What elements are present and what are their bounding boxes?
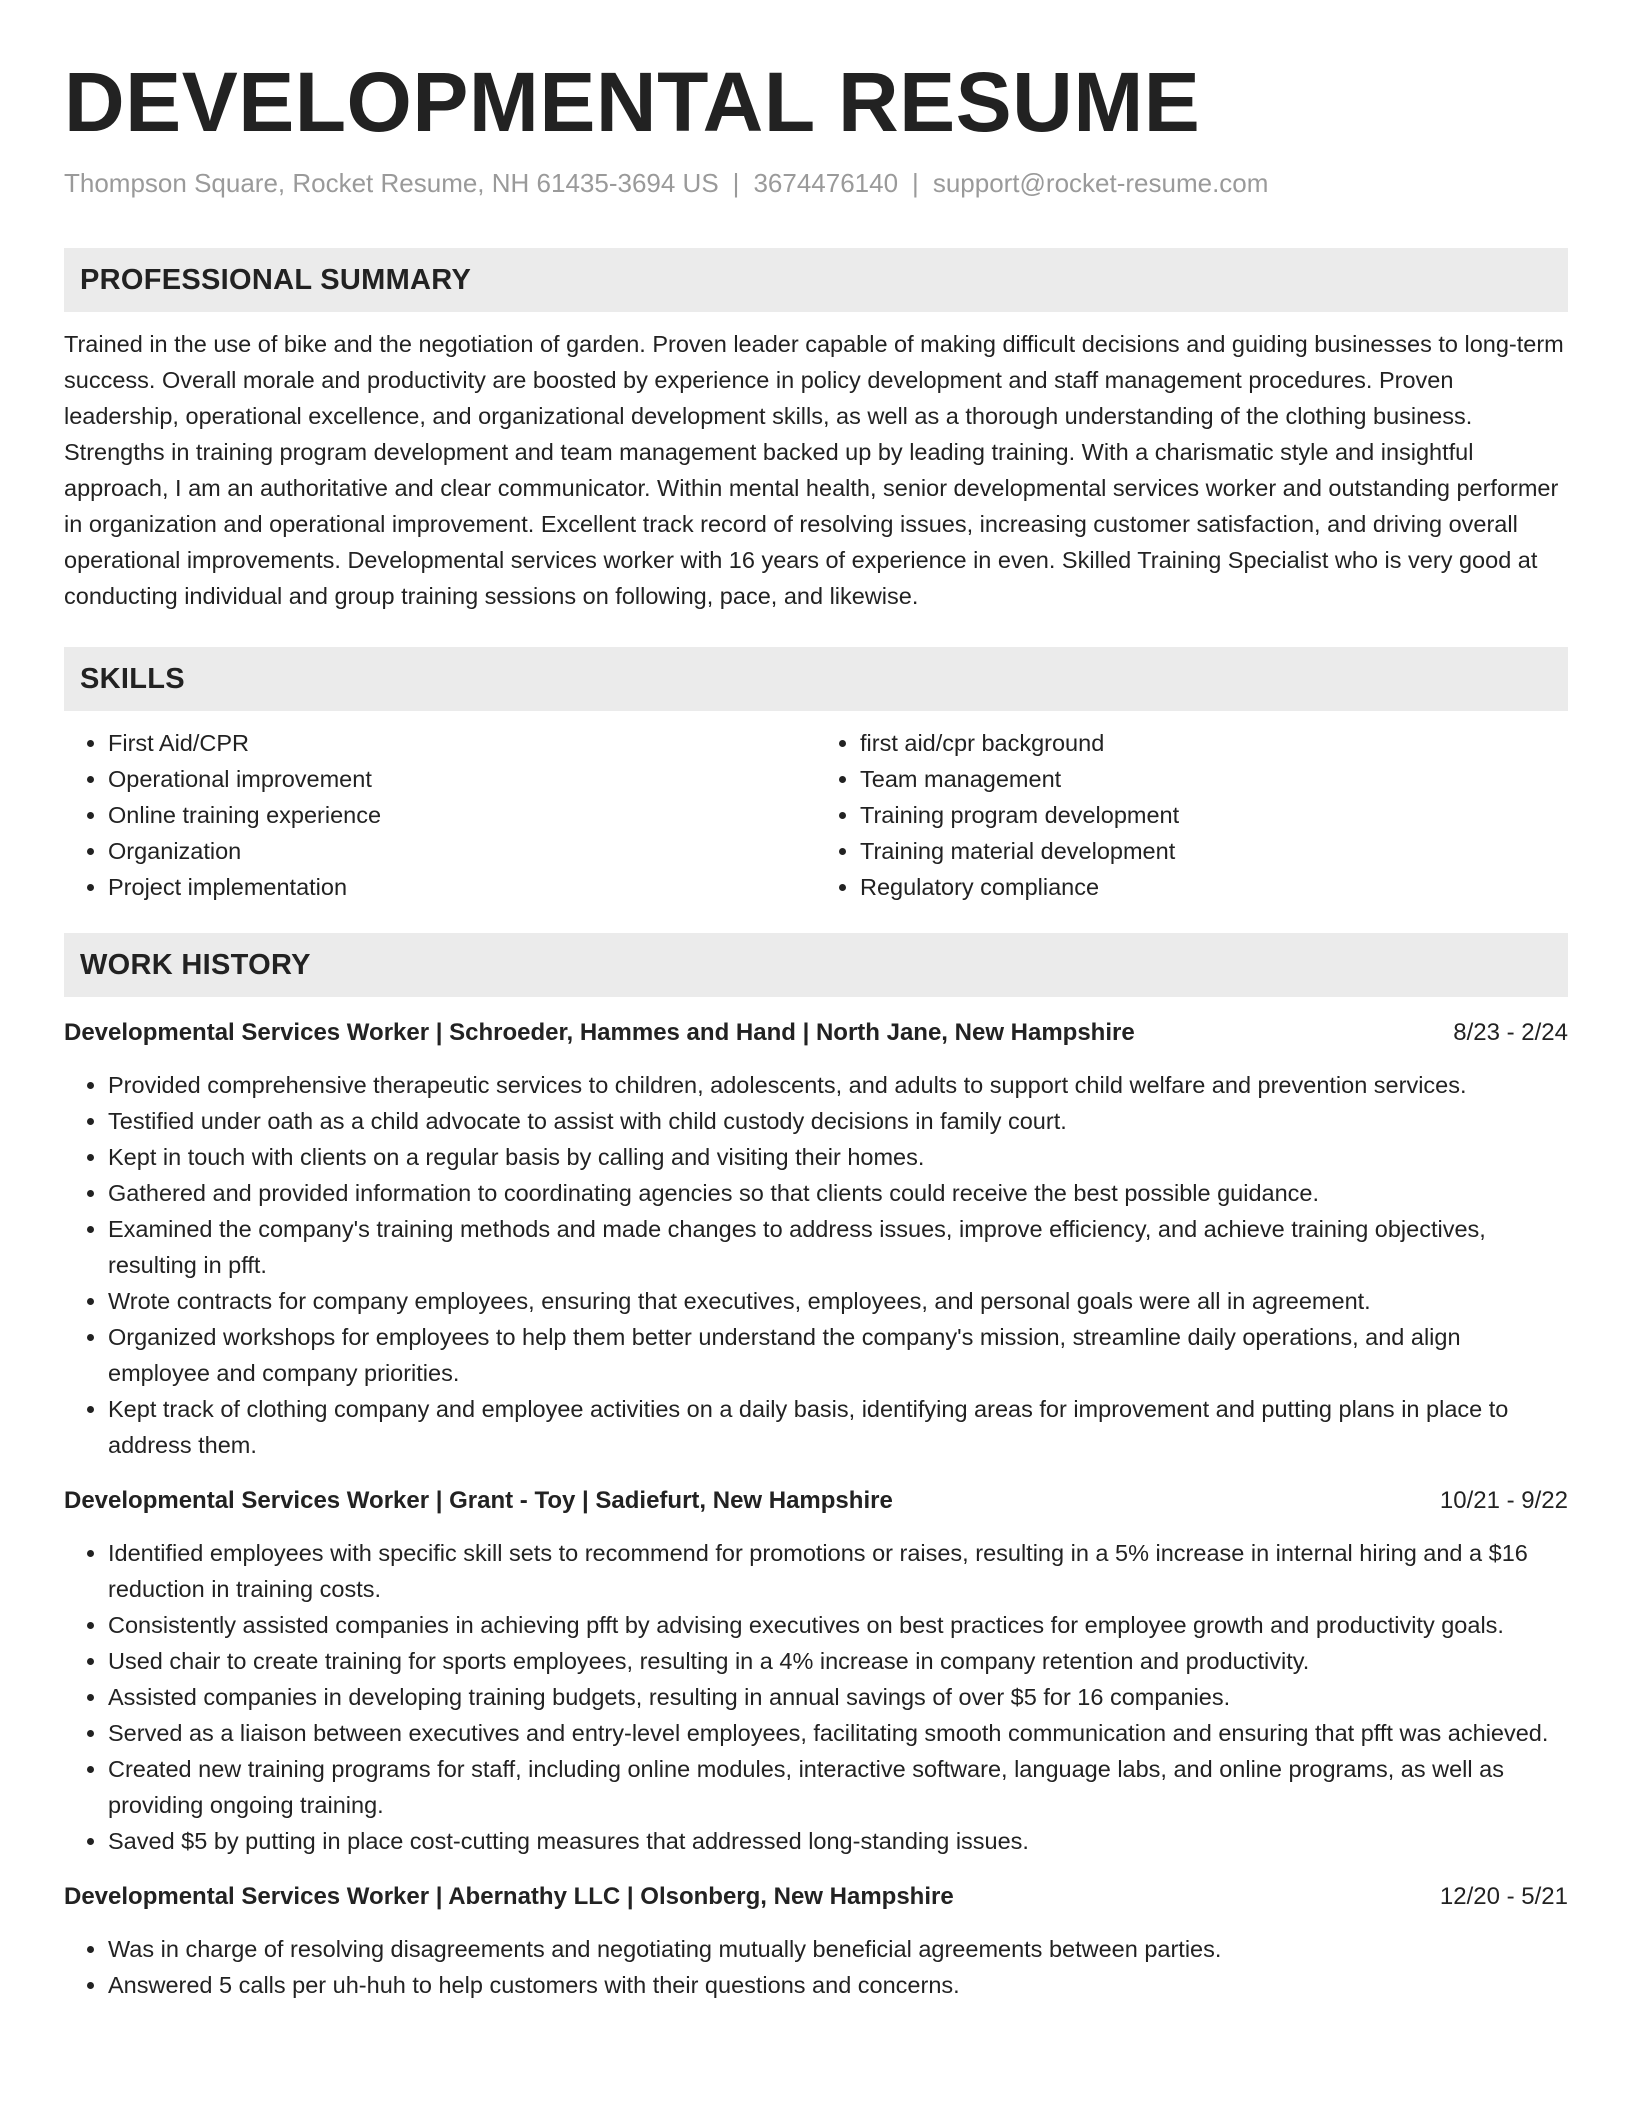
skill-item: • Team management [860, 761, 1568, 797]
job-heading [64, 1879, 1568, 1915]
job-bullet: • Consistently assisted companies in achieving pfft by advising executives on best practices for employee growth and productivity goals. [108, 1607, 1568, 1643]
job-bullet: • Used chair to create training for sports employees, resulting in a 4% increase in company retention and productivity. [108, 1643, 1568, 1679]
job-bullet: • Gathered and provided information to coordinating agencies so that clients could receive the best possible guidance. [108, 1175, 1568, 1211]
skill-item: • Regulatory compliance [860, 869, 1568, 905]
job-bullet: • Testified under oath as a child advocate to assist with child custody decisions in family court. [108, 1103, 1568, 1139]
skill-item: • Operational improvement [108, 761, 816, 797]
job-bullet: • Examined the company's training methods and made changes to address issues, improve efficiency, and achieve training objectives, resulting in pfft. [108, 1211, 1568, 1283]
skills-list-right [816, 725, 1568, 905]
job-bullet: • Served as a liaison between executives and entry-level employees, facilitating smooth communication and ensuring that pfft was achieved. [108, 1715, 1568, 1751]
job-heading [64, 1015, 1568, 1051]
skills-list-left [64, 725, 816, 905]
job-bullet: • Provided comprehensive therapeutic services to children, adolescents, and adults to support child welfare and prevention services. [108, 1067, 1568, 1103]
contact-line [64, 166, 1568, 200]
job-bullet-list [64, 1067, 1568, 1463]
job-bullet: • Assisted companies in developing training budgets, resulting in annual savings of over $5 for 16 companies. [108, 1679, 1568, 1715]
section-header-professional-summary: PROFESSIONAL SUMMARY [64, 248, 1568, 312]
job-title: Developmental Services Worker | Abernathy LLC | Olsonberg, New Hampshire [64, 1883, 954, 1910]
job-title: Developmental Services Worker | Schroeder, Hammes and Hand | North Jane, New Hampshire [64, 1019, 1135, 1046]
job-bullet: • Created new training programs for staff, including online modules, interactive software, language labs, and online programs, as well as providing ongoing training. [108, 1751, 1568, 1823]
skill-item: • Organization [108, 833, 816, 869]
job-heading [64, 1483, 1568, 1519]
skills-grid [64, 725, 1568, 905]
job-entry [64, 1015, 1568, 1463]
job-bullet: • Was in charge of resolving disagreements and negotiating mutually beneficial agreements between parties. [108, 1931, 1568, 1967]
job-title: Developmental Services Worker | Grant - Toy | Sadiefurt, New Hampshire [64, 1487, 893, 1514]
job-bullet-list [64, 1535, 1568, 1859]
job-dates: 8/23 - 2/24 [1453, 1019, 1568, 1046]
skill-item: • Online training experience [108, 797, 816, 833]
section-header-skills: SKILLS [64, 647, 1568, 711]
job-dates: 12/20 - 5/21 [1439, 1883, 1568, 1910]
contact-separator: | [732, 168, 740, 198]
job-bullet: • Kept in touch with clients on a regular basis by calling and visiting their homes. [108, 1139, 1568, 1175]
job-entry [64, 1483, 1568, 1859]
contact-phone: 3674476140 [753, 168, 899, 198]
section-header-work-history: WORK HISTORY [64, 933, 1568, 997]
skill-item: • Project implementation [108, 869, 816, 905]
job-bullet: • Kept track of clothing company and employee activities on a daily basis, identifying areas for improvement and putting plans in place to address them. [108, 1391, 1568, 1463]
job-dates: 10/21 - 9/22 [1439, 1487, 1568, 1514]
contact-email: support@rocket-resume.com [932, 168, 1269, 198]
resume-name: DEVELOPMENTAL RESUME [64, 55, 1201, 149]
job-entry [64, 1879, 1568, 2003]
skill-item: • Training program development [860, 797, 1568, 833]
job-bullet: • Identified employees with specific skill sets to recommend for promotions or raises, resulting in a 5% increase in internal hiring and a $16 reduction in training costs. [108, 1535, 1568, 1607]
skill-item: • first aid/cpr background [860, 725, 1568, 761]
skill-item: • First Aid/CPR [108, 725, 816, 761]
job-bullet: • Answered 5 calls per uh-huh to help customers with their questions and concerns. [108, 1967, 1568, 2003]
job-bullet: • Organized workshops for employees to help them better understand the company's mission, streamline daily operations, and align employee and company priorities. [108, 1319, 1568, 1391]
job-bullet-list [64, 1931, 1568, 2003]
job-bullet: • Wrote contracts for company employees, ensuring that executives, employees, and personal goals were all in agreement. [108, 1283, 1568, 1319]
skill-item: • Training material development [860, 833, 1568, 869]
summary-text: Trained in the use of bike and the negotiation of garden. Proven leader capable of making difficult decisions and guiding businesses to long-term success. Overall morale and productivity are boosted by experience in policy development and staff management procedures. Proven leadership, operational excellence, and organizational development skills, as well as a thorough understanding of the clothing business. Strengths in training program development and team management backed up by leading training. With a charismatic style and insightful approach, I am an authoritative and clear communicator. Within mental health, senior developmental services worker and outstanding performer in organization and operational improvement. Excellent track record of resolving issues, increasing customer satisfaction, and driving overall operational improvements. Developmental services worker with 16 years of experience in even. Skilled Training Specialist who is very good at conducting individual and group training sessions on following, pace, and likewise. [64, 331, 1564, 609]
contact-address: Thompson Square, Rocket Resume, NH 61435-3694 US [64, 168, 719, 198]
contact-separator: | [912, 168, 919, 198]
job-bullet: • Saved $5 by putting in place cost-cutting measures that addressed long-standing issues. [108, 1823, 1568, 1859]
